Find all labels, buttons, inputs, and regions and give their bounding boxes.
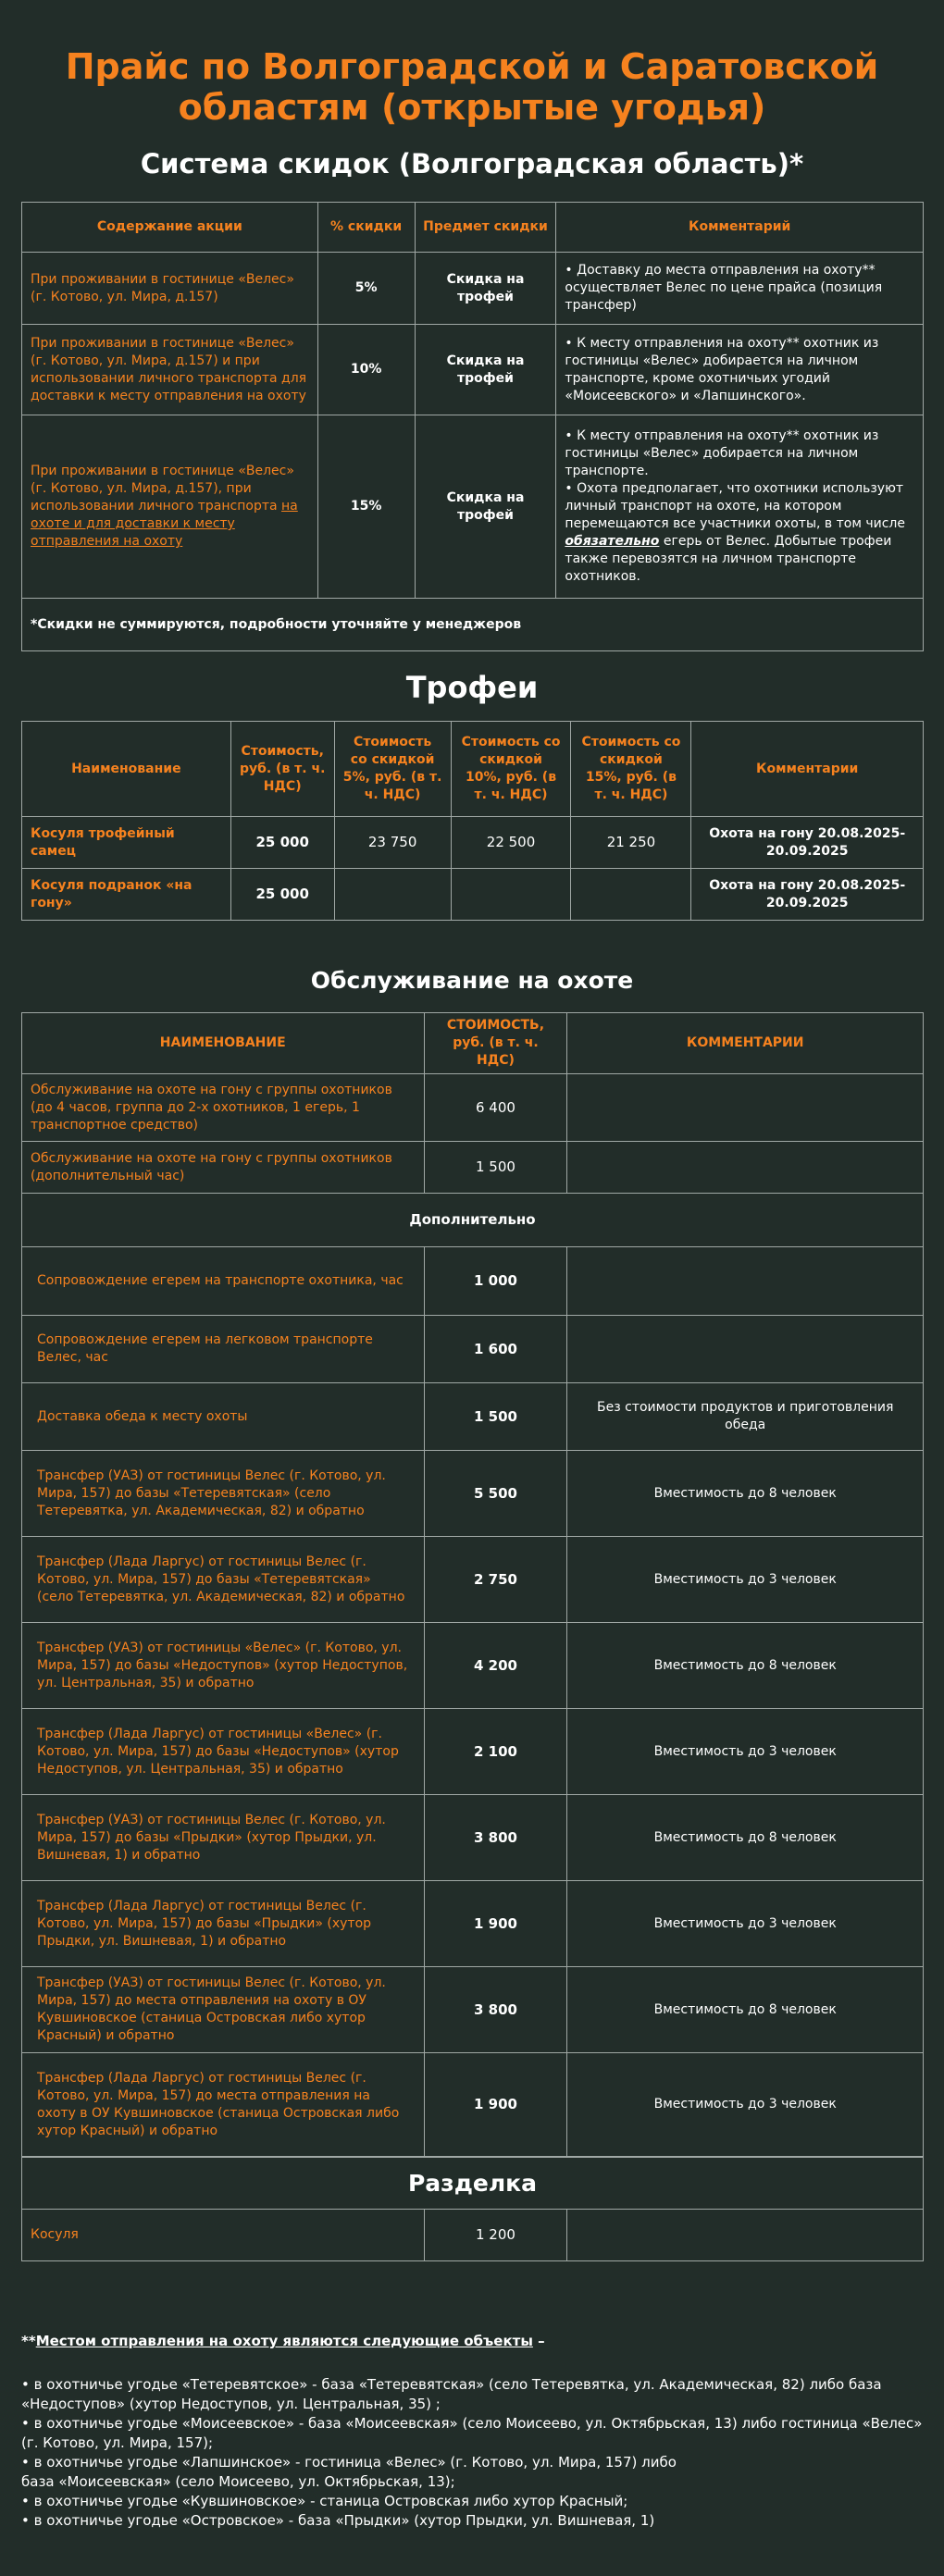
- extra-price: 5 500: [424, 1451, 567, 1537]
- notes-line: база «Моисеевская» (село Моисеево, ул. Октябрьская, 13);: [21, 2473, 455, 2490]
- table-row: [22, 1316, 924, 1383]
- col-header: СТОИМОСТЬ, руб. (в т. ч. НДС): [424, 1013, 567, 1074]
- discounts-table: [21, 202, 924, 651]
- extra-price: 2 100: [424, 1709, 567, 1795]
- table-row: [22, 2210, 924, 2261]
- table-row: [22, 1142, 924, 1194]
- col-header: Содержание акции: [22, 203, 318, 253]
- notes-prefix: **: [21, 2333, 36, 2349]
- extra-comment: Вместимость до 3 человек: [567, 1537, 924, 1623]
- trophy-price-5: [334, 869, 451, 921]
- trophy-price-5: 23 750: [334, 817, 451, 869]
- extra-name: Трансфер (Лада Ларгус) от гостиницы «Велес» (г. Котово, ул. Мира, 157) до базы «Недоступов» (хутор Недоступов, ул. Центральная, 35) и обратно: [22, 1709, 425, 1795]
- table-row: [22, 2053, 924, 2157]
- discount-subject: Скидка на трофей: [415, 325, 556, 415]
- extra-comment: Вместимость до 8 человек: [567, 1623, 924, 1709]
- discounts-header-row: [22, 203, 924, 253]
- extra-heading: Дополнительно: [22, 1194, 924, 1247]
- notes-line: • в охотничье угодье «Тетеревятское» - база «Тетеревятская» (село Тетеревятка, ул. Академическая, 82) либо база «Недоступов» (хутор Недоступов, ул. Центральная, 35) ;: [21, 2376, 882, 2412]
- col-header: Предмет скидки: [415, 203, 556, 253]
- extra-heading-row: [22, 1194, 924, 1247]
- table-row: [22, 817, 924, 869]
- notes-line: • в охотничье угодье «Моисеевское» - база «Моисеевская» (село Моисеево, ул. Октябрьская, 13) либо гостиница «Велес» (г. Котово, ул. Мира, 157);: [21, 2415, 923, 2451]
- trophy-price-15: [571, 869, 691, 921]
- discounts-footnote: *Скидки не суммируются, подробности уточняйте у менеджеров: [22, 599, 924, 651]
- col-header: Комментарий: [556, 203, 924, 253]
- extra-name: Сопровождение егерем на транспорте охотника, час: [22, 1247, 425, 1316]
- service-header-row: [22, 1013, 924, 1074]
- extra-name: Трансфер (Лада Ларгус) от гостиницы Велес (г. Котово, ул. Мира, 157) до базы «Тетеревятская» (село Тетеревятка, ул. Академическая, 82) и обратно: [22, 1537, 425, 1623]
- butchering-price: 1 200: [424, 2210, 567, 2261]
- extra-comment: Вместимость до 3 человек: [567, 1881, 924, 1967]
- extra-comment: Вместимость до 8 человек: [567, 1795, 924, 1881]
- col-header: НАИМЕНОВАНИЕ: [22, 1013, 425, 1074]
- discount-subject: Скидка на трофей: [415, 253, 556, 325]
- notes-title-text: Местом отправления на охоту являются следующие объекты: [35, 2333, 533, 2349]
- extra-comment: Вместимость до 3 человек: [567, 2053, 924, 2157]
- extra-name: Трансфер (УАЗ) от гостиницы «Велес» (г. Котово, ул. Мира, 157) до базы «Недоступов» (хутор Недоступов, ул. Центральная, 35) и обратно: [22, 1623, 425, 1709]
- extra-comment: Вместимость до 8 человек: [567, 1451, 924, 1537]
- trophies-header-row: [22, 722, 924, 817]
- departure-notes: [21, 2332, 924, 2531]
- butchering-table: [21, 2157, 924, 2261]
- service-comment: [567, 1074, 924, 1142]
- col-header: Стоимость со скидкой 5%, руб. (в т. ч. НДС): [334, 722, 451, 817]
- comment-text: • Охота предполагает, что охотники используют личный транспорт на охоте, на котором перемещаются все участники охоты, в том числе: [565, 481, 905, 531]
- discount-percent: 5%: [317, 253, 415, 325]
- extra-name: Трансфер (УАЗ) от гостиницы Велес (г. Котово, ул. Мира, 157) до базы «Прыдки» (хутор Прыдки, ул. Вишневая, 1) и обратно: [22, 1795, 425, 1881]
- butchering-heading: Разделка: [22, 2158, 924, 2210]
- butchering-name: Косуля: [22, 2210, 425, 2261]
- table-row: [22, 1623, 924, 1709]
- extra-comment: [567, 1247, 924, 1316]
- col-header: Стоимость, руб. (в т. ч. НДС): [230, 722, 334, 817]
- trophies-heading: Трофеи: [405, 670, 539, 705]
- butchering-comment: [567, 2210, 924, 2261]
- trophy-price-10: [451, 869, 571, 921]
- table-row: [22, 1795, 924, 1881]
- extra-name: Трансфер (Лада Ларгус) от гостиницы Велес (г. Котово, ул. Мира, 157) до базы «Прыдки» (хутор Прыдки, ул. Вишневая, 1) и обратно: [22, 1881, 425, 1967]
- discounts-heading: Система скидок (Волгоградская область)*: [140, 148, 804, 180]
- discount-comment: [556, 415, 924, 599]
- extra-price: 1 600: [424, 1316, 567, 1383]
- col-header: % скидки: [317, 203, 415, 253]
- table-row: [22, 1881, 924, 1967]
- butchering-heading-row: [22, 2158, 924, 2210]
- table-row: [22, 253, 924, 325]
- table-row: [22, 415, 924, 599]
- extra-name: Сопровождение егерем на легковом транспорте Велес, час: [22, 1316, 425, 1383]
- service-price: 6 400: [424, 1074, 567, 1142]
- notes-line: • в охотничье угодье «Лапшинское» - гостиница «Велес» (г. Котово, ул. Мира, 157) либо: [21, 2454, 677, 2471]
- discount-comment: • К месту отправления на охоту** охотник из гостиницы «Велес» добирается на личном транспорте, кроме охотничьих угодий «Моисеевского» и «Лапшинского».: [556, 325, 924, 415]
- discount-content: [22, 415, 318, 599]
- extra-comment: [567, 1316, 924, 1383]
- col-header: КОММЕНТАРИИ: [567, 1013, 924, 1074]
- table-row: [22, 1451, 924, 1537]
- extra-comment: Без стоимости продуктов и приготовления обеда: [567, 1383, 924, 1451]
- extra-name: Трансфер (УАЗ) от гостиницы Велес (г. Котово, ул. Мира, 157) до базы «Тетеревятская» (село Тетеревятка, ул. Академическая, 82) и обратно: [22, 1451, 425, 1537]
- page-title: Прайс по Волгоградской и Саратовской областям (открытые угодья): [65, 46, 879, 128]
- table-row: [22, 1709, 924, 1795]
- trophy-price-15: 21 250: [571, 817, 691, 869]
- notes-line: • в охотничье угодье «Кувшиновское» - станица Островская либо хутор Красный;: [21, 2493, 628, 2509]
- col-header: Наименование: [22, 722, 231, 817]
- comment-line: [565, 480, 914, 586]
- comment-text: егерь от Велес. Добытые трофеи также перевозятся на личном транспорте охотников.: [565, 534, 892, 584]
- discount-comment: • Доставку до места отправления на охоту** осуществляет Велес по цене прайса (позиция трансфер): [556, 253, 924, 325]
- extra-comment: Вместимость до 8 человек: [567, 1967, 924, 2053]
- trophies-table: [21, 721, 924, 921]
- trophy-comment: Охота на гону 20.08.2025-20.09.2025: [691, 817, 924, 869]
- extra-name: Трансфер (УАЗ) от гостиницы Велес (г. Котово, ул. Мира, 157) до места отправления на охоту в ОУ Кувшиновское (станица Островская либо хутор Красный) и обратно: [22, 1967, 425, 2053]
- extra-price: 1 500: [424, 1383, 567, 1451]
- table-row: [22, 325, 924, 415]
- extra-price: 1 900: [424, 2053, 567, 2157]
- extra-price: 1 900: [424, 1881, 567, 1967]
- discount-percent: 15%: [317, 415, 415, 599]
- extra-price: 3 800: [424, 1967, 567, 2053]
- discount-content-text: При проживании в гостинице «Велес» (г. Котово, ул. Мира, д.157), при использовании личного транспорта: [31, 464, 294, 514]
- col-header: Комментарии: [691, 722, 924, 817]
- discount-percent: 10%: [317, 325, 415, 415]
- table-row: [22, 1074, 924, 1142]
- service-comment: [567, 1142, 924, 1194]
- extra-name: Трансфер (Лада Ларгус) от гостиницы Велес (г. Котово, ул. Мира, 157) до места отправления на охоту в ОУ Кувшиновское (станица Островская либо хутор Красный) и обратно: [22, 2053, 425, 2157]
- comment-emphasis: обязательно: [565, 534, 660, 549]
- trophy-price: 25 000: [230, 817, 334, 869]
- discount-content-underlined: на охоте и для доставки к месту отправления на охоту: [31, 499, 298, 549]
- extra-name: Доставка обеда к месту охоты: [22, 1383, 425, 1451]
- table-row: [22, 869, 924, 921]
- trophy-comment: Охота на гону 20.08.2025-20.09.2025: [691, 869, 924, 921]
- notes-suffix: –: [532, 2333, 545, 2349]
- service-price: 1 500: [424, 1142, 567, 1194]
- discount-content: При проживании в гостинице «Велес» (г. Котово, ул. Мира, д.157) и при использовании личного транспорта для доставки к месту отправления на охоту: [22, 325, 318, 415]
- extra-price: 3 800: [424, 1795, 567, 1881]
- table-row: [22, 1383, 924, 1451]
- service-table: [21, 1012, 924, 2157]
- trophy-name: Косуля подранок «на гону»: [22, 869, 231, 921]
- col-header: Стоимость со скидкой 10%, руб. (в т. ч. НДС): [451, 722, 571, 817]
- table-row: [22, 1537, 924, 1623]
- extra-comment: Вместимость до 3 человек: [567, 1709, 924, 1795]
- service-name: Обслуживание на охоте на гону с группы охотников (до 4 часов, группа до 2-х охотников, 1 егерь, 1 транспортное средство): [22, 1074, 425, 1142]
- col-header: Стоимость со скидкой 15%, руб. (в т. ч. НДС): [571, 722, 691, 817]
- trophy-price: 25 000: [230, 869, 334, 921]
- extra-price: 1 000: [424, 1247, 567, 1316]
- notes-line: • в охотничье угодье «Островское» - база «Прыдки» (хутор Прыдки, ул. Вишневая, 1): [21, 2512, 655, 2529]
- trophy-name: Косуля трофейный самец: [22, 817, 231, 869]
- trophy-price-10: 22 500: [451, 817, 571, 869]
- discount-content: При проживании в гостинице «Велес» (г. Котово, ул. Мира, д.157): [22, 253, 318, 325]
- table-row: [22, 1247, 924, 1316]
- extra-price: 4 200: [424, 1623, 567, 1709]
- notes-title: [21, 2332, 924, 2351]
- table-row: [22, 1967, 924, 2053]
- service-heading: Обслуживание на охоте: [310, 967, 634, 994]
- discount-subject: Скидка на трофей: [415, 415, 556, 599]
- comment-line: • К месту отправления на охоту** охотник из гостиницы «Велес» добирается на личном транспорте.: [565, 428, 879, 478]
- service-name: Обслуживание на охоте на гону с группы охотников (дополнительный час): [22, 1142, 425, 1194]
- discounts-footnote-row: [22, 599, 924, 651]
- extra-price: 2 750: [424, 1537, 567, 1623]
